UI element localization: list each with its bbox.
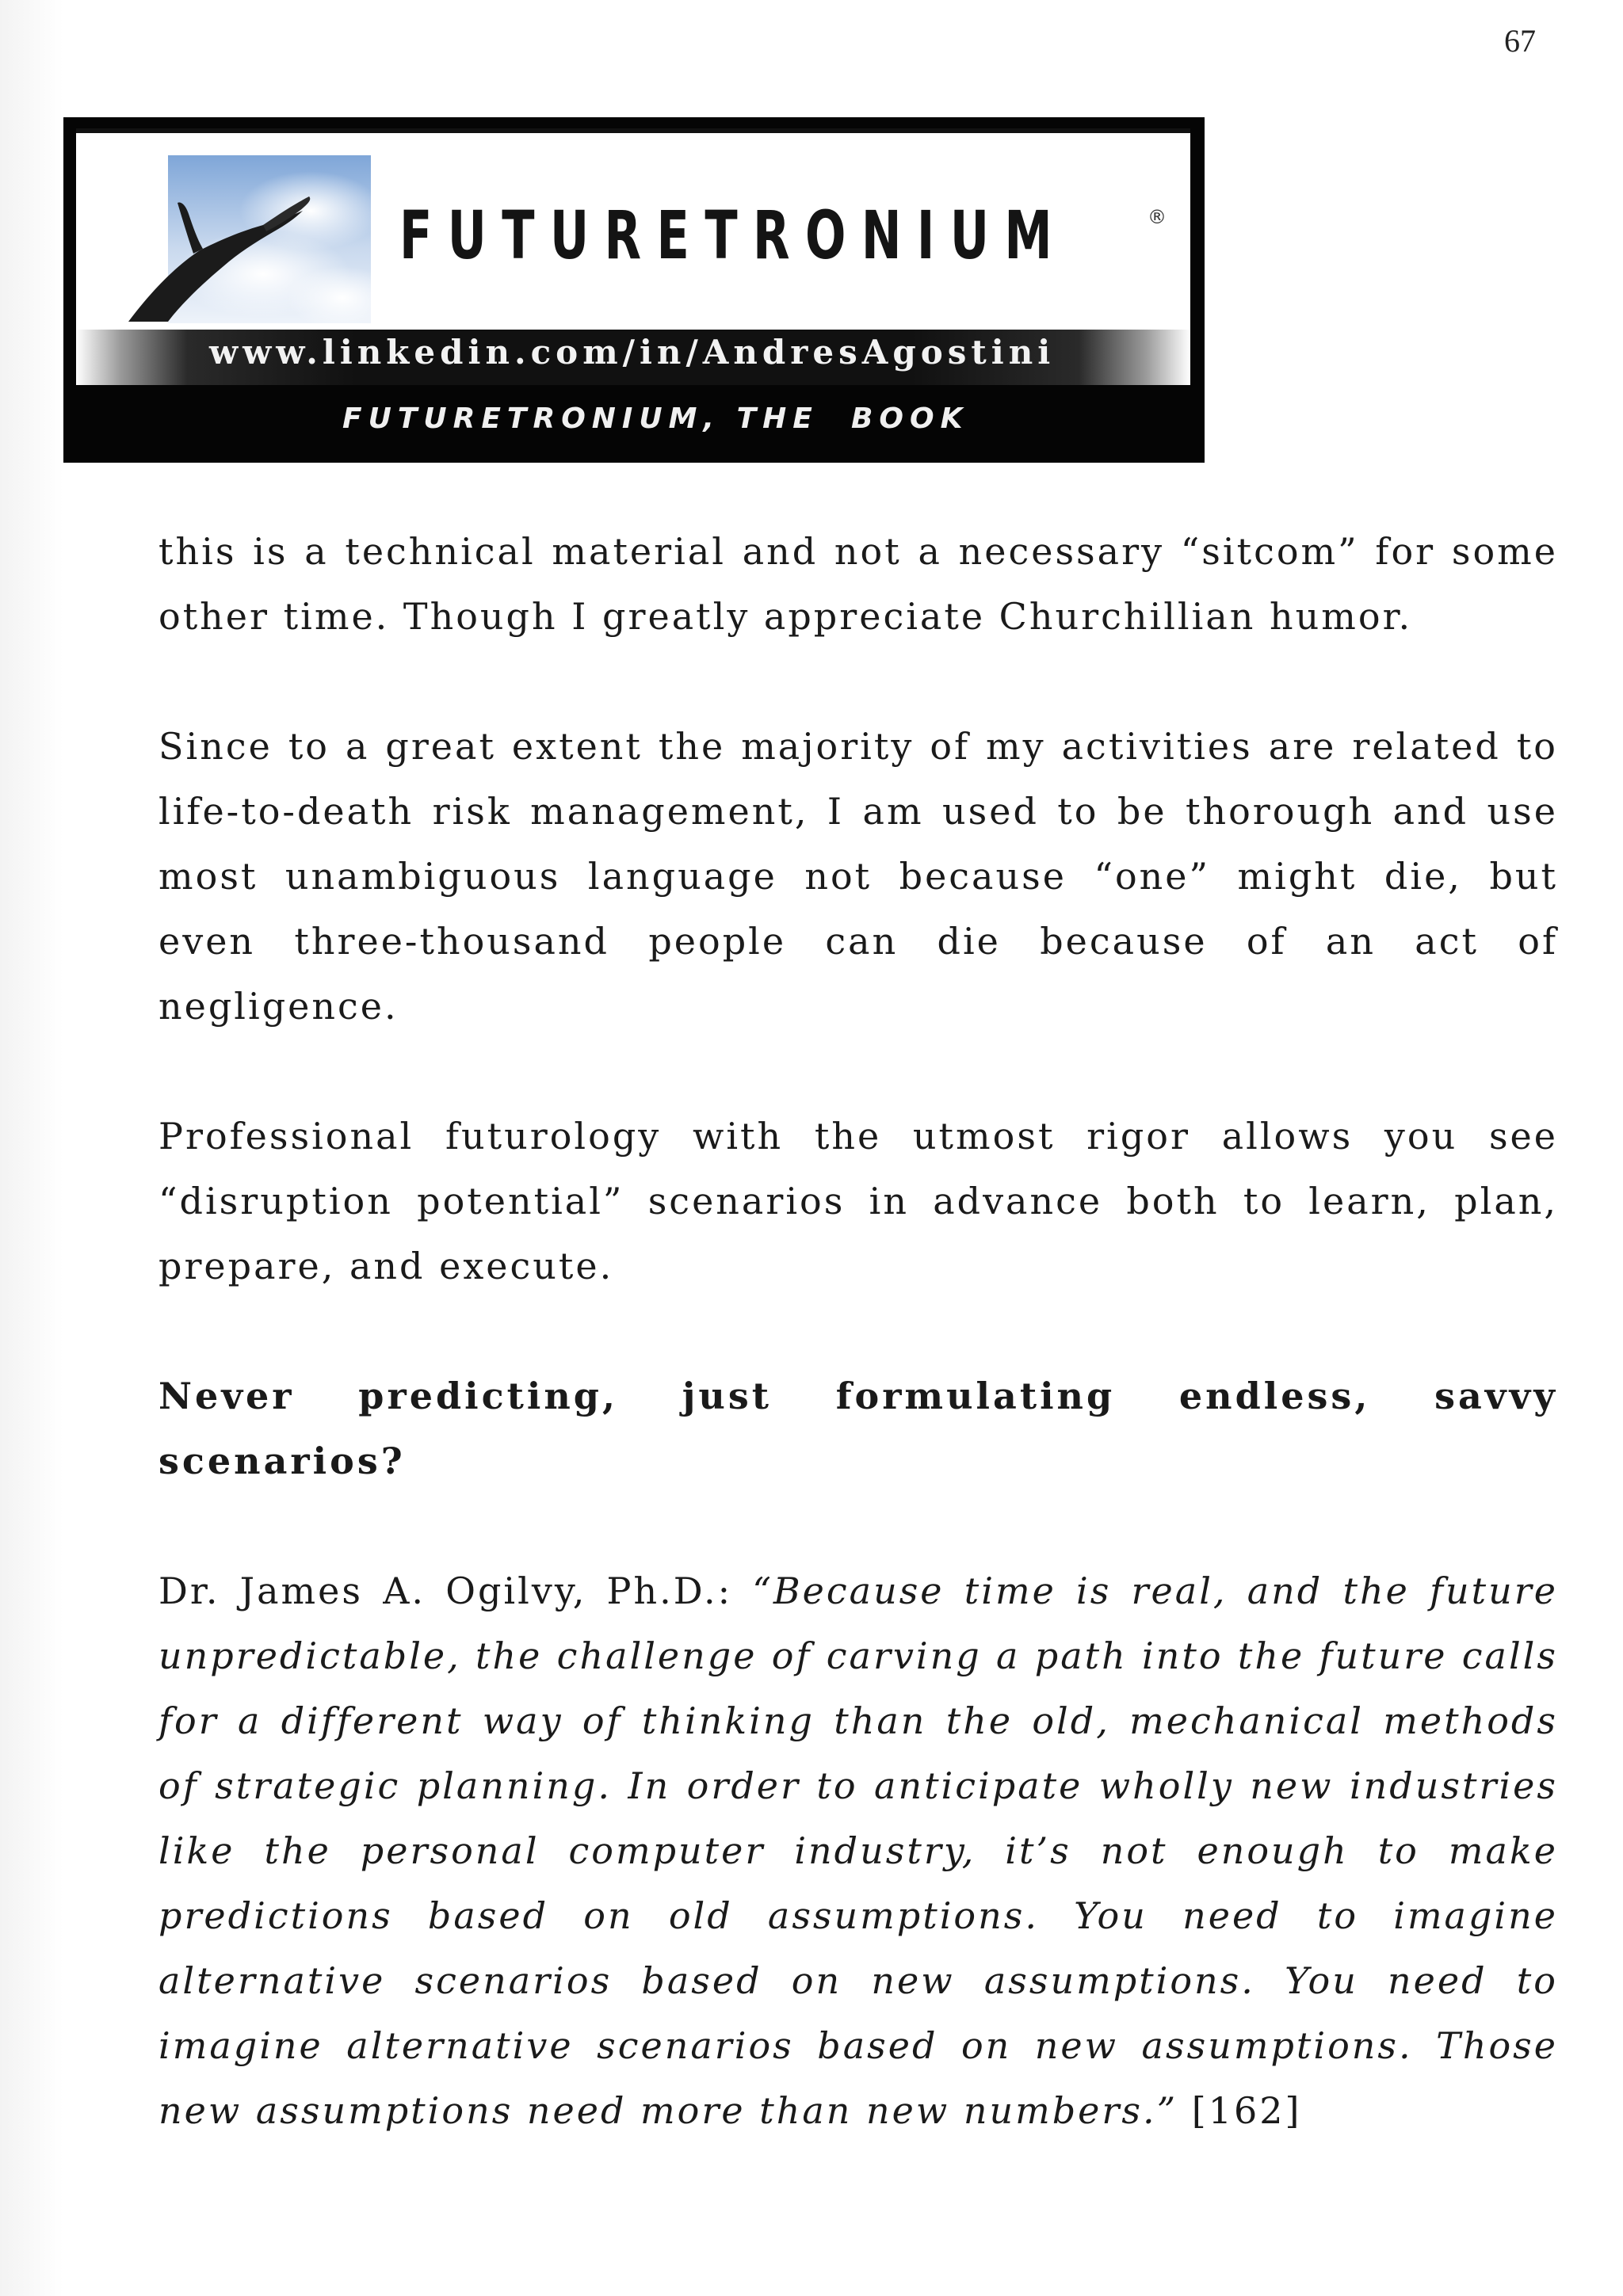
brand-name: FUTURETRONIUM (399, 196, 1068, 274)
section-heading: Never predicting, just formulating endless, savvy scenarios? (158, 1375, 1558, 1482)
page-number: 67 (1504, 23, 1536, 59)
linkedin-url: www.linkedin.com/in/AndresAgostini (209, 333, 1056, 372)
page-edge-shadow (0, 0, 63, 2296)
registered-mark: ® (1148, 206, 1167, 228)
paragraph-professional-futurology: Professional futurology with the utmost rigor allows you see “disruption potential” scenarios in advance both to learn, plan, prepare, and execute. (158, 1115, 1558, 1287)
citation-reference: [162] (1178, 2089, 1302, 2132)
banner-tagline: FUTURETRONIUM, THE BOOK (342, 402, 969, 435)
paragraph-ogilvy-quote (158, 1558, 1558, 2143)
quote-text: “Because time is real, and the future unpredictable, the challenge of carving a path into the future calls for a different way of thinking than the old, mechanical methods of strategic planning. In order to anticipate wholly new industries like the personal computer industry, it’s not enough to make predictions based on old assumptions. You need to imagine alternative scenarios based on new assumptions. You need to imagine alternative scenarios based on new assumptions. Those new assumptions need more than new numbers.” (158, 1569, 1558, 2132)
quote-author: Dr. James A. Ogilvy, Ph.D.: (158, 1569, 753, 1612)
banner-logo-panel (76, 128, 1190, 385)
url-bar (76, 330, 1190, 385)
paragraph-technical-material: this is a technical material and not a necessary “sitcom” for some other time. Though I greatly appreciate Churchillian humor. (158, 530, 1558, 638)
page-body (158, 519, 1558, 2208)
paragraph-risk-management: Since to a great extent the majority of my activities are related to life-to-death risk management, I am used to be thorough and use most unambiguous language not because “one” might die, but even three-thousand people can die because of an act of negligence. (158, 725, 1558, 1028)
reaching-hand-clouds-icon (105, 155, 371, 323)
futuretronium-banner (63, 117, 1205, 463)
